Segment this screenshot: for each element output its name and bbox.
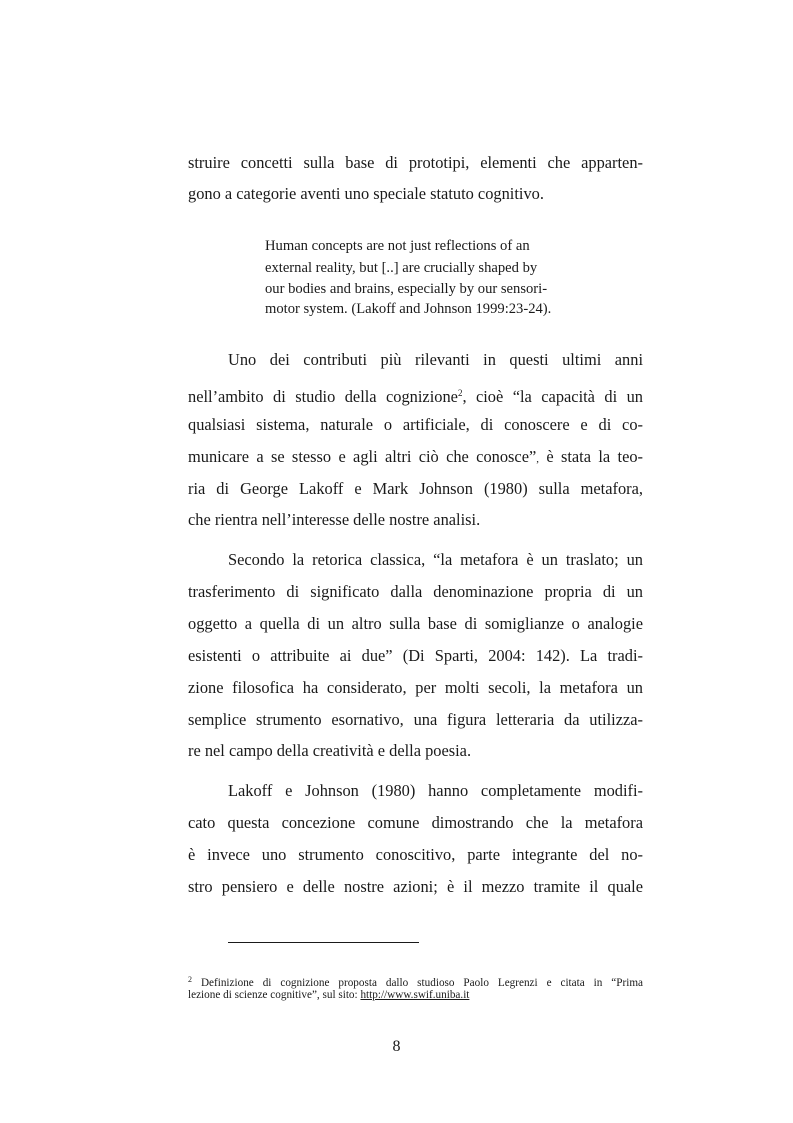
- text-span: municare a se stesso e agli altri ciò che conosce”: [188, 447, 537, 466]
- body-line: è invece uno strumento conoscitivo, parte integrante del no-: [188, 845, 643, 864]
- footnote-link[interactable]: http://www.swif.uniba.it: [360, 989, 470, 1001]
- body-line: Lakoff e Johnson (1980) hanno completamente modifi-: [228, 781, 643, 800]
- body-line: ria di George Lakoff e Mark Johnson (1980) sulla metafora,: [188, 479, 643, 498]
- body-line: esistenti o attribuite ai due” (Di Sparti, 2004: 142). La tradi-: [188, 646, 643, 665]
- footnote-line: [188, 988, 643, 1003]
- body-line: re nel campo della creatività e della poesia.: [188, 741, 472, 760]
- footnote-text: Definizione di cognizione proposta dallo studioso Paolo Legrenzi e citata in “Prima: [192, 977, 643, 989]
- body-line: semplice strumento esornativo, una figura letteraria da utilizza-: [188, 710, 643, 729]
- footnote-text: lezione di scienze cognitive”, sul sito:: [188, 989, 361, 1001]
- quote-line: our bodies and brains, especially by our sensori-: [265, 281, 548, 297]
- body-line: Secondo la retorica classica, “la metafora è un traslato; un: [228, 550, 643, 569]
- body-line: zione filosofica ha considerato, per molti secoli, la metafora un: [188, 678, 643, 697]
- body-line: oggetto a quella di un altro sulla base di somiglianze o analogie: [188, 614, 643, 633]
- body-line: trasferimento di significato dalla denominazione propria di un: [188, 582, 643, 601]
- body-line: cato questa concezione comune dimostrando che la metafora: [188, 813, 643, 832]
- footnote-ref: 2: [457, 388, 463, 398]
- body-line: [188, 447, 643, 469]
- text-span: è stata la teo-: [539, 447, 643, 466]
- footnote-separator: [228, 942, 419, 943]
- footnote-mark: 2: [188, 975, 192, 984]
- quote-line: motor system. (Lakoff and Johnson 1999:23-24).: [265, 301, 552, 317]
- body-line: qualsiasi sistema, naturale o artificiale, di conoscere e di co-: [188, 415, 643, 434]
- body-line: [188, 383, 643, 407]
- page-number: 8: [392, 1038, 401, 1055]
- body-line: gono a categorie aventi uno speciale statuto cognitivo.: [188, 184, 544, 203]
- text-span: , cioè “la capacità di un: [462, 387, 643, 406]
- text-span: nell’ambito di studio della cognizione: [188, 387, 458, 406]
- text-span: ,: [536, 453, 539, 465]
- quote-line: Human concepts are not just reflections of an: [265, 238, 530, 254]
- body-line: che rientra nell’interesse delle nostre analisi.: [188, 510, 481, 529]
- quote-line: external reality, but [..] are crucially shaped by: [265, 260, 538, 276]
- body-line: struire concetti sulla base di prototipi, elementi che apparten-: [188, 153, 643, 172]
- body-line: stro pensiero e delle nostre azioni; è il mezzo tramite il quale: [188, 877, 643, 896]
- body-line: Uno dei contributi più rilevanti in questi ultimi anni: [228, 350, 643, 369]
